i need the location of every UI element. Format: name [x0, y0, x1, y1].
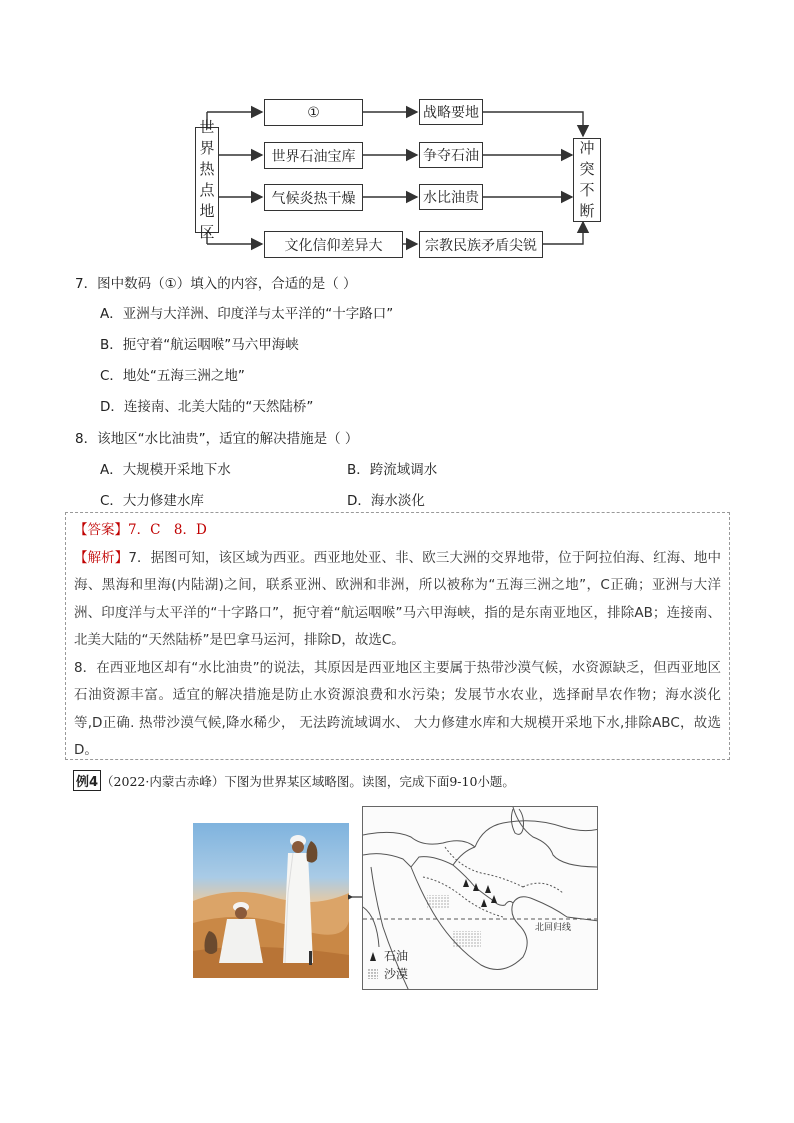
legend-oil-label: 石油	[384, 949, 409, 963]
legend-desert	[368, 965, 408, 983]
q7-option-b: B．扼守着“航运咽喉”马六甲海峡	[100, 337, 299, 353]
source-char: 地	[199, 202, 215, 220]
source-char: 世	[199, 118, 215, 136]
flowchart-source-box	[195, 118, 219, 241]
analysis-8: 8．在西亚地区却有“水比油贵”的说法，其原因是西亚地区主要属于热带沙漠气候，水资源缺乏，但西亚地区石油资源丰富。适宜的解决措施是防止水资源浪费和水污染；发展节水农业，选择耐旱农作物；海水淡化等,D正确. 热带沙漠气候,降水稀少， 无法跨流域调水、 大力修建水库和大规模开采地下水,排除ABC，故选D。	[74, 659, 721, 758]
analysis-7	[74, 545, 721, 655]
flow-box-row2-left: 世界石油宝库	[264, 142, 363, 169]
map-legend	[368, 947, 408, 983]
result-char: 冲	[579, 139, 595, 157]
legend-desert-label: 沙漠	[384, 967, 409, 981]
tropic-of-cancer-label: 北回归线	[535, 923, 572, 933]
flowchart-result-box	[573, 138, 601, 222]
result-char: 突	[579, 160, 595, 178]
oil-icon	[368, 950, 378, 962]
q7-option-c: C．地处“五海三洲之地”	[100, 368, 245, 384]
q8-option-a: A．大规模开采地下水	[100, 462, 231, 478]
answer-values: 7．C 8．D	[128, 522, 207, 538]
flowchart-connectors	[0, 0, 794, 260]
q7-option-d: D．连接南、北美大陆的“天然陆桥”	[100, 399, 314, 415]
question-8-stem: 8．该地区“水比油贵”，适宜的解决措施是（ ）	[75, 431, 359, 447]
result-char: 断	[579, 202, 595, 220]
example-text: （2022·内蒙古赤峰）下图为世界某区域略图。读图，完成下面9-10小题。	[101, 774, 515, 789]
flow-box-row4-left: 文化信仰差异大	[264, 231, 403, 258]
desert-falconer-photo	[193, 823, 349, 978]
q7-option-a: A．亚洲与大洋洲、印度洋与太平洋的“十字路口”	[100, 306, 394, 322]
flow-box-row3-right: 水比油贵	[419, 184, 483, 210]
west-asia-map	[362, 806, 598, 990]
flow-box-row4-right: 宗教民族矛盾尖锐	[419, 231, 543, 258]
answer-label: 【答案】	[74, 522, 128, 538]
desert-icon	[368, 969, 378, 979]
question-7-stem: 7．图中数码（①）填入的内容，合适的是（ ）	[75, 276, 357, 292]
q8-option-d: D．海水淡化	[347, 493, 425, 509]
flow-box-row1-right: 战略要地	[419, 99, 483, 125]
result-char: 不	[579, 181, 595, 199]
answer-analysis-box	[65, 512, 730, 760]
q8-option-b: B．跨流域调水	[347, 462, 438, 478]
flow-box-row1-left: ①	[264, 99, 363, 126]
source-char: 热	[199, 160, 215, 178]
source-char: 点	[199, 181, 215, 199]
answer-line	[74, 517, 721, 545]
flow-box-row3-left: 气候炎热干燥	[264, 184, 363, 211]
legend-oil	[368, 947, 408, 965]
source-char: 界	[199, 139, 215, 157]
example-tag: 例4	[73, 770, 101, 791]
analysis-label: 【解析】	[74, 549, 129, 566]
flow-box-row2-right: 争夺石油	[419, 142, 483, 168]
analysis-7-text: 7．据图可知，该区域为西亚。西亚地处亚、非、欧三大洲的交界地带，位于阿拉伯海、红海、地中海、黑海和里海(内陆湖)之间，联系亚洲、欧洲和非洲，所以被称为“五海三洲之地”，C正确；亚洲与大洋洲、印度洋与太平洋的“十字路口”，扼守着“航运咽喉”马六甲海峡，指的是东南亚地区，排除AB；连接南、北美大陆的“天然陆桥”是巴拿马运河，排除D，故选C。	[74, 549, 722, 648]
source-char: 区	[199, 223, 215, 241]
example-4-intro	[73, 770, 515, 791]
q8-option-c: C．大力修建水库	[100, 493, 204, 509]
